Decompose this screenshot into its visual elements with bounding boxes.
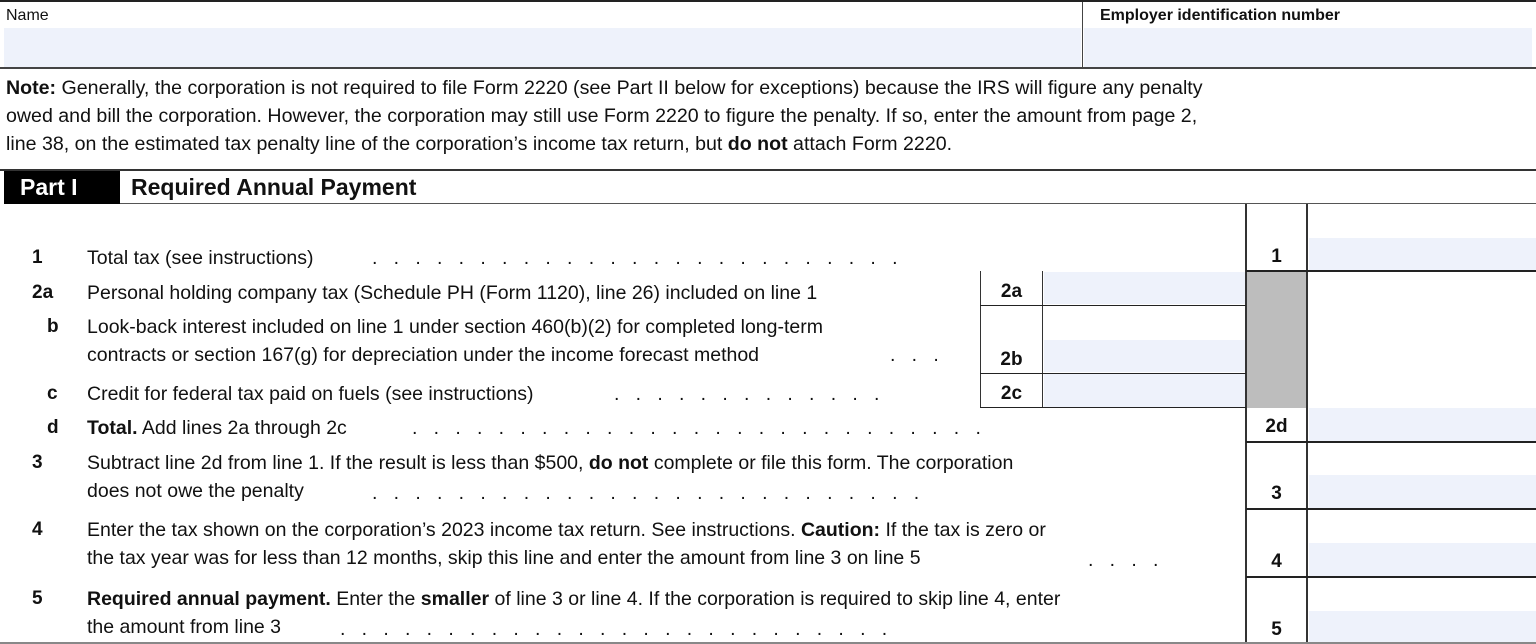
line-1-text: Total tax (see instructions) bbox=[87, 247, 314, 269]
subbox-num-divider bbox=[1042, 271, 1043, 408]
part-bottom-border bbox=[120, 203, 1536, 204]
line-2a-number: 2a bbox=[32, 282, 54, 303]
line-3-text-bold: do not bbox=[588, 452, 649, 474]
line-2a-amount-field[interactable] bbox=[1044, 272, 1245, 304]
line-5-box-number: 5 bbox=[1271, 619, 1282, 640]
line-5-text-post: of line 3 or line 4. If the corporation is required to skip line 4, enter bbox=[489, 588, 1061, 610]
line-5-amount-field[interactable] bbox=[1309, 611, 1536, 643]
line-5-text-2: the amount from line 3 bbox=[87, 616, 282, 638]
line-3-text-post: complete or file this form. The corporation bbox=[648, 452, 1014, 474]
line-5-text-bold2: smaller bbox=[420, 588, 490, 610]
line-5-leaders: . . . . . . . . . . . . . . . . . . . . . . . . . . bbox=[340, 618, 888, 640]
line-5-text-mid: Enter the bbox=[330, 588, 421, 610]
line-1-leaders: . . . . . . . . . . . . . . . . . . . . . . . . . bbox=[372, 247, 898, 269]
line-2d-letter: d bbox=[47, 417, 59, 438]
line-5-text-bold: Required annual payment. bbox=[87, 588, 331, 610]
line-2c-text: Credit for federal tax paid on fuels (see instructions) bbox=[87, 383, 534, 405]
line-5-text-1 bbox=[87, 585, 1060, 613]
line-3-text-pre: Subtract line 2d from line 1. If the result is less than $500, bbox=[87, 452, 589, 474]
line-3-leaders: . . . . . . . . . . . . . . . . . . . . . . . . . . bbox=[372, 482, 920, 504]
line-2c-amount-field[interactable] bbox=[1044, 374, 1245, 407]
note-line-1 bbox=[6, 74, 1203, 102]
line-4-box-number: 4 bbox=[1271, 551, 1282, 572]
line-2b-amount-field[interactable] bbox=[1044, 340, 1245, 372]
line-2b-text-1: Look-back interest included on line 1 under section 460(b)(2) for completed long-term bbox=[87, 316, 823, 338]
part-title: Required Annual Payment bbox=[131, 174, 417, 200]
line-2d-box-number: 2d bbox=[1265, 416, 1288, 437]
ein-divider bbox=[1082, 2, 1083, 68]
line-3-number: 3 bbox=[32, 452, 43, 473]
line-2d-rest: Add lines 2a through 2c bbox=[137, 417, 347, 439]
line-3-text-1 bbox=[87, 449, 1013, 477]
line-5-number: 5 bbox=[32, 588, 43, 609]
note-text-3a: line 38, on the estimated tax penalty line of the corporation’s income tax return, but bbox=[6, 133, 728, 155]
line-2b-leaders: . . . bbox=[890, 344, 939, 366]
line-1-amount-field[interactable] bbox=[1309, 238, 1536, 270]
line-2b-text-2: contracts or section 167(g) for depreciation under the income forecast method bbox=[87, 344, 760, 366]
line-3-text-2: does not owe the penalty bbox=[87, 480, 304, 502]
line-1-number: 1 bbox=[32, 247, 43, 268]
top-border bbox=[0, 0, 1536, 2]
line-3-amount-field[interactable] bbox=[1309, 475, 1536, 508]
line-4-text-pre: Enter the tax shown on the corporation’s 2023 income tax return. See instructions. bbox=[87, 519, 801, 541]
line-4-text-bold: Caution: bbox=[800, 519, 881, 541]
line-4-bottom bbox=[1246, 576, 1536, 578]
part-label: Part I bbox=[20, 174, 78, 200]
name-label: Name bbox=[6, 7, 49, 24]
line-2b-letter: b bbox=[47, 316, 59, 337]
note-bottom-border bbox=[0, 169, 1536, 171]
line-3-box-number: 3 bbox=[1271, 483, 1282, 504]
line-4-amount-field[interactable] bbox=[1309, 543, 1536, 576]
note-line-3 bbox=[6, 130, 952, 158]
line-4-text-2: the tax year was for less than 12 months, skip this line and enter the amount from line 3 on line 5 bbox=[87, 547, 921, 569]
line-1-box-number: 1 bbox=[1271, 246, 1282, 267]
line-2c-box-number: 2c bbox=[1000, 383, 1023, 404]
line-2a-bottom bbox=[980, 305, 1246, 306]
line-2a-box-number: 2a bbox=[1000, 281, 1023, 302]
ein-field[interactable] bbox=[1084, 28, 1532, 67]
note-text-3b: attach Form 2220. bbox=[787, 133, 953, 155]
note-line-2: owed and bill the corporation. However, the corporation may still use Form 2220 to figure the penalty. If so, enter the amount from page 2, bbox=[6, 105, 1198, 127]
ein-label: Employer identification number bbox=[1100, 7, 1341, 24]
line-2c-letter: c bbox=[47, 383, 58, 404]
name-field[interactable] bbox=[4, 28, 1081, 67]
shaded-cell bbox=[1247, 272, 1306, 408]
line-2d-amount-field[interactable] bbox=[1309, 408, 1536, 441]
line-2c-bottom bbox=[980, 407, 1246, 408]
line-2b-box-number: 2b bbox=[1000, 349, 1023, 370]
line-2d-bottom bbox=[1246, 441, 1536, 443]
note-text-3-bold: do not bbox=[727, 133, 788, 155]
line-4-number: 4 bbox=[32, 519, 43, 540]
line-2d-bold: Total. bbox=[87, 417, 138, 439]
line-4-text-post: If the tax is zero or bbox=[880, 519, 1046, 541]
line-2c-leaders: . . . . . . . . . . . . . bbox=[614, 383, 880, 405]
line-2d-leaders: . . . . . . . . . . . . . . . . . . . . . . . . . . . bbox=[412, 417, 981, 439]
line-4-leaders: . . . . bbox=[1088, 549, 1159, 571]
line-2a-text: Personal holding company tax (Schedule PH (Form 1120), line 26) included on line 1 bbox=[87, 282, 818, 304]
line-4-text-1 bbox=[87, 516, 1046, 544]
line-2d-text bbox=[87, 414, 347, 442]
note-lead: Note: bbox=[6, 77, 57, 99]
note-text-1: Generally, the corporation is not required to file Form 2220 (see Part II below for exceptions) because the IRS will figure any penalty bbox=[61, 77, 1203, 99]
line-3-bottom bbox=[1246, 508, 1536, 510]
header-bottom-border bbox=[0, 67, 1536, 69]
